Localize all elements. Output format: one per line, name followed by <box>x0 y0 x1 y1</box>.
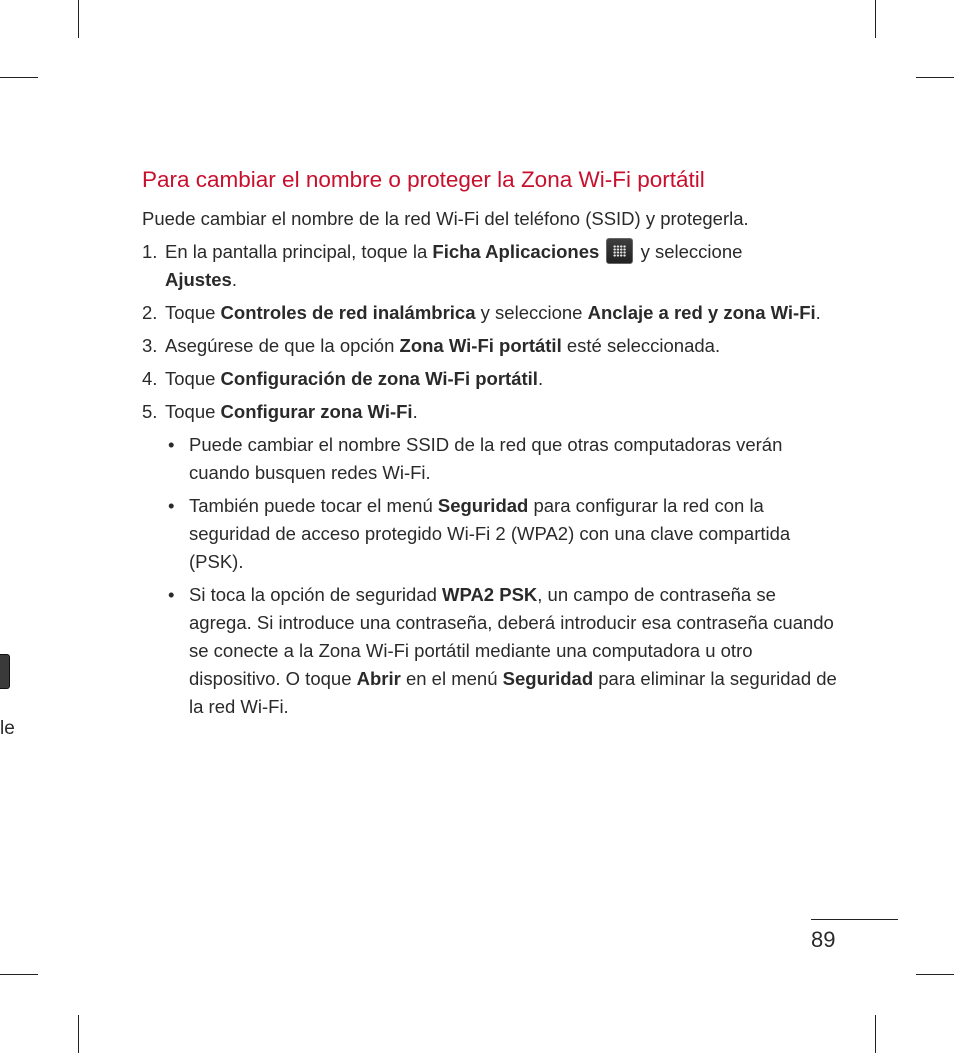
step-text: y seleccione <box>475 302 588 323</box>
step-text: esté seleccionada. <box>561 335 721 356</box>
bullet-bold: Abrir <box>356 668 401 689</box>
step-text: Toque <box>165 302 221 323</box>
bullet-item <box>142 581 842 721</box>
step-text: Toque <box>165 401 221 422</box>
step-text: . <box>231 269 237 290</box>
step-bold: Controles de red inalámbrica <box>220 302 476 323</box>
crop-mark <box>875 1015 876 1053</box>
bullet-text: para configurar la red con la seguridad de acceso protegido Wi-Fi 2 (WPA2) con una clave compartida (PSK). <box>189 495 791 572</box>
bullet-bold: Seguridad <box>437 495 529 516</box>
bullet-text: También puede tocar el menú <box>189 495 438 516</box>
crop-mark <box>78 0 79 38</box>
page-number-rule <box>811 919 898 920</box>
step-item <box>142 299 842 327</box>
bullet-dot: • <box>168 434 175 455</box>
section-title: Para cambiar el nombre o proteger la Zona Wi-Fi portátil <box>142 167 705 192</box>
step-text: Toque <box>165 368 221 389</box>
crop-mark <box>0 77 38 78</box>
crop-mark <box>916 974 954 975</box>
bullet-item <box>142 431 842 487</box>
bullet-text: para eliminar la seguridad de la red Wi-Fi. <box>189 668 837 717</box>
step-number: 5. <box>142 401 158 422</box>
step-number: 3. <box>142 335 158 356</box>
step-text: Asegúrese de que la opción <box>165 335 400 356</box>
bullet-text: Si toca la opción de seguridad <box>189 584 443 605</box>
crop-mark <box>0 974 38 975</box>
step-number: 4. <box>142 368 158 389</box>
cut-off-icon <box>0 654 10 689</box>
crop-mark <box>78 1015 79 1053</box>
bullet-item <box>142 492 842 576</box>
step-bold: Configuración de zona Wi-Fi portátil <box>220 368 538 389</box>
step-text: . <box>815 302 821 323</box>
step-text: En la pantalla principal, toque la <box>165 241 433 262</box>
apps-grid-icon <box>606 238 633 264</box>
step-bold: Ajustes <box>165 269 232 290</box>
bullet-dot: • <box>168 584 175 605</box>
step-text: . <box>537 368 544 389</box>
bullet-bold: Seguridad <box>502 668 594 689</box>
step-bold: Ficha Aplicaciones <box>432 241 600 262</box>
step-text: . <box>412 401 418 422</box>
step-bold: Configurar zona Wi-Fi <box>220 401 413 422</box>
step-number: 1. <box>142 241 158 262</box>
step-item <box>142 398 842 426</box>
step-number: 2. <box>142 302 158 323</box>
step-item <box>142 238 842 294</box>
page-content <box>142 164 842 721</box>
step-item <box>142 365 842 393</box>
intro-paragraph: Puede cambiar el nombre de la red Wi-Fi del teléfono (SSID) y protegerla. <box>142 208 749 229</box>
page-number: 89 <box>811 927 836 952</box>
crop-mark <box>875 0 876 38</box>
step-text: y seleccione <box>635 241 743 262</box>
bullet-dot: • <box>168 495 175 516</box>
cut-off-text: le <box>0 718 15 739</box>
step-bold: Anclaje a red y zona Wi-Fi <box>587 302 816 323</box>
step-item <box>142 332 842 360</box>
bullet-text: , un campo de contraseña se agrega. Si introduce una contraseña, deberá introducir esa contraseña cuando se conecte a la Zona Wi-Fi portátil mediante una computadora u otro dispositivo. O toque <box>189 584 834 689</box>
crop-mark <box>916 77 954 78</box>
step-bold: Zona Wi-Fi portátil <box>399 335 562 356</box>
bullet-text: Puede cambiar el nombre SSID de la red que otras computadoras verán cuando busquen redes Wi-Fi. <box>189 434 783 483</box>
bullet-text: en el menú <box>400 668 503 689</box>
bullet-bold: WPA2 PSK <box>442 584 538 605</box>
